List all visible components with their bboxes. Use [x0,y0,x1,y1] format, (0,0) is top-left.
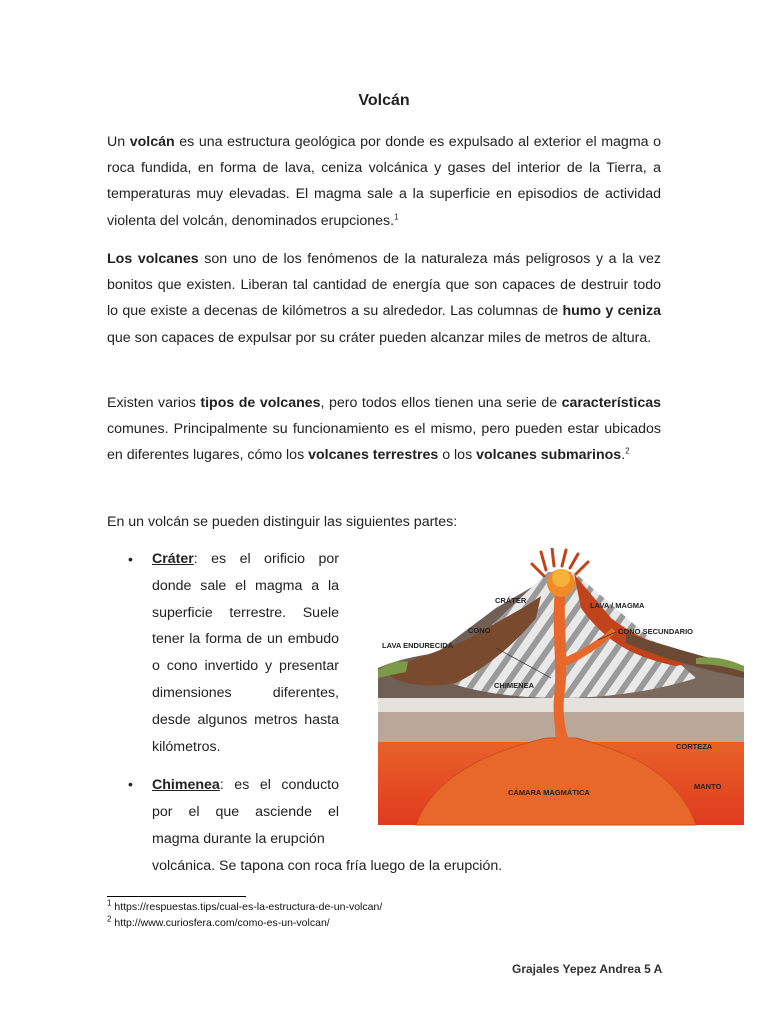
bold-term: volcán [129,134,175,150]
page-title: Volcán [358,92,410,109]
label-corteza: CORTEZA [676,742,713,751]
label-lava-magma: LAVA / MAGMA [590,601,645,610]
list-item-label: Cráter [152,551,194,567]
paragraph-intro [107,129,661,234]
list-item-continuation: volcánica. Se tapona con roca fría luego de la erupción. [152,858,503,874]
paragraph-danger [107,246,661,351]
bold-term: características [561,395,661,411]
label-chimenea: CHIMENEA [494,681,535,690]
text-run: o los [438,447,477,464]
bold-term: tipos de volcanes [200,395,321,411]
footnote-link[interactable]: https://respuestas.tips/cual-es-la-estructura-de-un-volcan/ [111,901,383,913]
text-run: es una estructura geológica por donde es expulsado al exterior el magma o roca fundida, en forma de lava, ceniza volcánica y gases del interior de la Tierra, a temperaturas muy elevadas. El magma sale a la superficie en episodios de actividad violenta del volcán, denominados erupciones. [107,134,662,229]
footnote-ref: 2 [625,446,630,456]
bullet-marker: • [128,776,133,792]
footnote-1 [107,898,383,913]
bold-term: volcanes terrestres [308,447,439,464]
text-run: Un [107,134,130,150]
text-run: que son capaces de expulsar por su cráter pueden alcanzar miles de metros de altura. [107,329,652,346]
label-crater: CRÁTER [495,596,527,605]
footnote-separator [107,896,246,897]
label-cono: CONO [468,626,491,635]
volcano-diagram [376,548,766,828]
label-camara-magmatica: CÁMARA MAGMÁTICA [508,788,590,797]
page-footer-author: Grajales Yepez Andrea 5 A [512,962,663,976]
list-item-chimenea [152,772,339,852]
footnote-link[interactable]: http://www.curiosfera.com/como-es-un-volcan/ [111,917,330,929]
bold-term: Los volcanes [107,251,199,267]
paragraph-types [107,390,661,469]
list-item-text: : es el orificio por donde sale el magma a la superficie terrestre. Suele tener la forma de un embudo o cono invertido y presentar dimensiones diferentes, desde algunos metros hasta kilómetros. [152,551,339,755]
list-item-label: Chimenea [152,777,220,793]
bold-term: humo y ceniza [562,303,662,320]
text-run: Existen varios [107,395,201,411]
paragraph-parts-intro: En un volcán se pueden distinguir las siguientes partes: [107,514,458,530]
footnote-ref: 1 [394,211,399,221]
list-item-crater [152,546,339,760]
label-lava-endurecida: LAVA ENDURECIDA [382,641,454,650]
text-run: son uno de los fenómenos de la naturaleza más peligrosos y a la vez bonitos que existen. Liberan tal cantidad de energía que son capaces de destruir todo lo que existe a decenas de kilómetros a su alrededor. Las columnas de [107,251,661,320]
list-item-text: : es el conducto por el que asciende el magma durante la erupción [152,777,339,847]
label-manto: MANTO [694,782,722,791]
bullet-marker: • [128,551,133,567]
text-run: comunes. Principalmente su funcionamiento es el mismo, pero pueden estar ubicados en diferentes lugares, cómo los [107,421,661,464]
text-run: . [621,447,626,464]
footnote-number: 1 [107,898,112,908]
bold-term: volcanes submarinos [476,447,622,464]
footnote-number: 2 [107,914,112,924]
footnote-2 [107,914,330,929]
label-cono-secundario: CONO SECUNDARIO [618,627,694,636]
text-run: , pero todos ellos tienen una serie de [320,395,562,411]
